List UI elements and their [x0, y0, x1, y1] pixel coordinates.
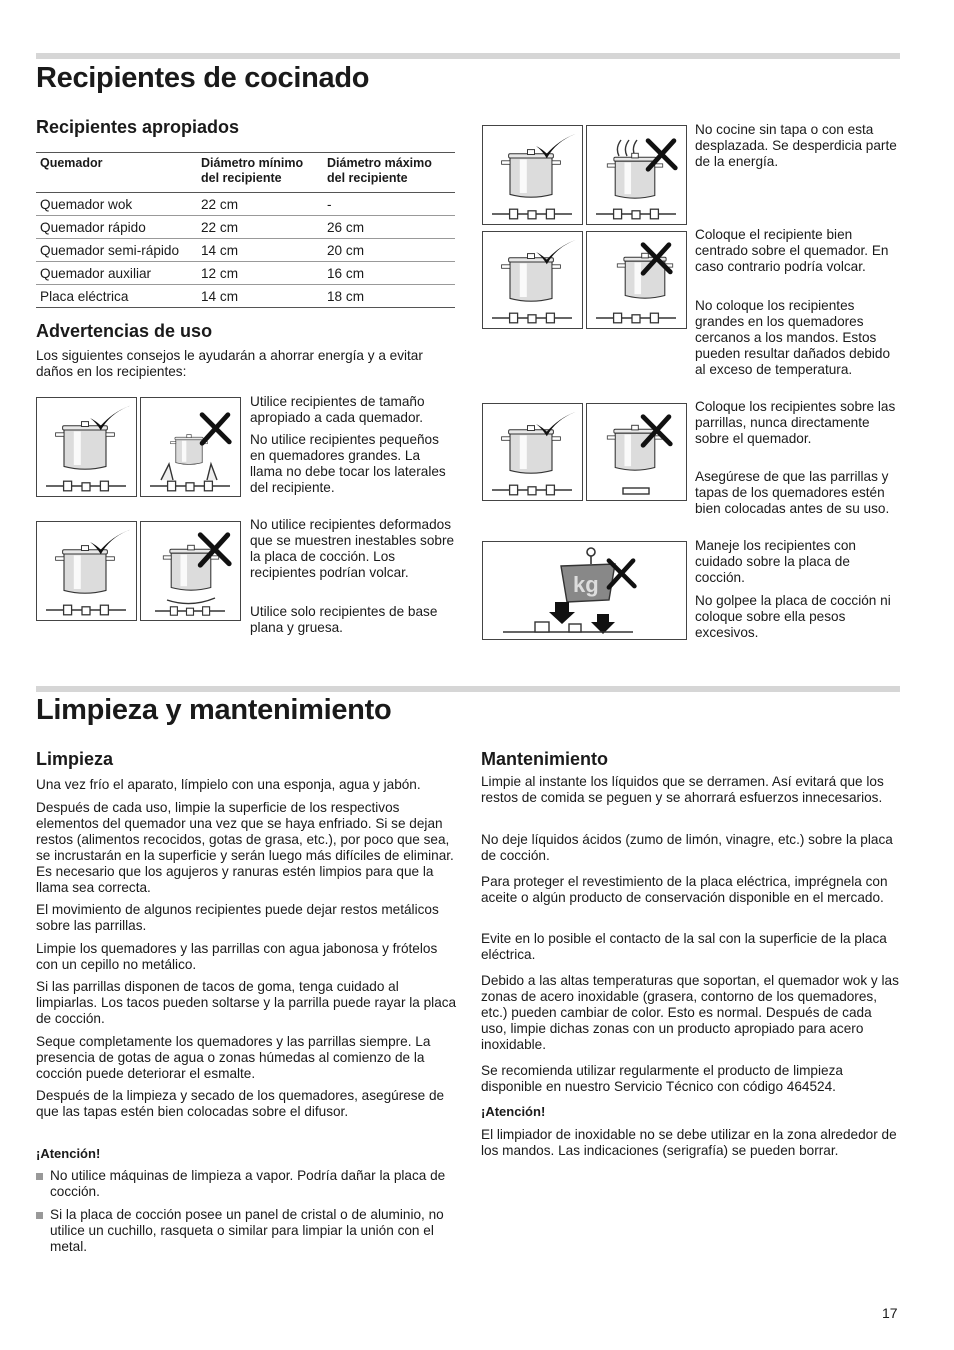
- limpieza-attention: ¡Atención!: [36, 1146, 101, 1161]
- subheading-recipientes-apropiados: Recipientes apropiados: [36, 117, 240, 137]
- illustration-pot-without-lid: [586, 125, 687, 225]
- limpieza-bullet: [36, 1168, 456, 1202]
- limpieza-paragraph: Si las parrillas disponen de tacos de goma, tenga cuidado al limpiarlas. Los tacos pueden soltarse y la parrilla puede rayar la placa de cocción.: [36, 979, 457, 1026]
- table-cell: Quemador semi-rápido: [36, 239, 197, 262]
- table-cell: 12 cm: [197, 262, 323, 285]
- illustration-stable-pot: [36, 521, 137, 621]
- table-row: [36, 262, 455, 285]
- kg-label: kg: [573, 572, 599, 597]
- subheading-limpieza: Limpieza: [36, 749, 114, 769]
- tip-right: Asegúrese de que las parrillas y tapas de los quemadores estén bien colocadas antes de su uso.: [695, 469, 890, 516]
- tip-left: No utilice recipientes deformados que se muestren inestables sobre la placa de cocción. Los recipientes podrían volcar.: [250, 517, 455, 580]
- bullet-text: Si la placa de cocción posee un panel de cristal o de aluminio, no utilice un cuchillo, rasqueta o similar para limpiar la unión con el metal.: [50, 1207, 444, 1254]
- section-title-recipientes: Recipientes de cocinado: [36, 62, 370, 94]
- mantenimiento-attention: ¡Atención!: [481, 1104, 546, 1119]
- limpieza-paragraph: Seque completamente los quemadores y las parrillas siempre. La presencia de gotas de agua o zonas húmedas al comienzo de la cocción puede deteriorar el esmalte.: [36, 1034, 431, 1081]
- table-cell: 26 cm: [323, 216, 455, 239]
- table-cell: 14 cm: [197, 285, 323, 308]
- mantenimiento-paragraph: Para proteger el revestimiento de la placa eléctrica, imprégnela con aceite o algún producto de conservación disponible en el mercado.: [481, 874, 888, 905]
- limpieza-paragraph: El movimiento de algunos recipientes puede dejar restos metálicos sobre las parrillas.: [36, 902, 439, 933]
- limpieza-bullet: [36, 1207, 456, 1257]
- table-header: Diámetro mínimo del recipiente: [197, 153, 323, 193]
- burner-size-table: [36, 152, 455, 308]
- illustration-pot-on-grate: [482, 403, 583, 501]
- limpieza-paragraph: Después de la limpieza y secado de los quemadores, asegúrese de que las tapas estén bien colocadas sobre el difusor.: [36, 1088, 445, 1119]
- table-cell: Quemador rápido: [36, 216, 197, 239]
- table-cell: 14 cm: [197, 239, 323, 262]
- bullet-square-icon: [36, 1173, 43, 1180]
- tip-right: Coloque el recipiente bien centrado sobre el quemador. En caso contrario podría volcar.: [695, 227, 889, 274]
- table-header: Quemador: [36, 153, 197, 193]
- illustration-deformed-pot: [140, 521, 241, 621]
- subheading-mantenimiento: Mantenimiento: [481, 749, 609, 769]
- tip-right: Maneje los recipientes con cuidado sobre la placa de cocción.: [695, 538, 856, 585]
- table-row: [36, 193, 455, 216]
- limpieza-paragraph: Limpie los quemadores y las parrillas con agua jabonosa y frótelos con un cepillo no metálico.: [36, 941, 438, 972]
- illustration-off-center-pot: [586, 231, 687, 329]
- limpieza-paragraph: Después de cada uso, limpie la superficie de los respectivos elementos del quemador una vez que se haya enfriado. Si se dejan restos (alimentos recocidos, gotas de grasa, etc.), por poco que sea, se incrustarán en la superficie y serán luego más difíciles de eliminar. Es necesario que los agujeros y ranuras estén limpios para que la llama sea correcta.: [36, 800, 454, 895]
- section-title-limpieza: Limpieza y mantenimiento: [36, 694, 392, 726]
- page-number: 17: [882, 1305, 898, 1321]
- subheading-advertencias: Advertencias de uso: [36, 321, 213, 341]
- table-cell: 18 cm: [323, 285, 455, 308]
- mantenimiento-paragraph: Limpie al instante los líquidos que se derramen. Así evitará que los restos de comida se peguen y se ahorrará esfuerzos innecesarios.: [481, 774, 884, 805]
- table-cell: 16 cm: [323, 262, 455, 285]
- section-divider-limpieza: [36, 686, 900, 692]
- tip-right: No cocine sin tapa o con esta desplazada. Se desperdicia parte de la energía.: [695, 122, 897, 169]
- table-row: [36, 216, 455, 239]
- mantenimiento-paragraph: Evite en lo posible el contacto de la sal con la superficie de la placa eléctrica.: [481, 931, 887, 962]
- mantenimiento-paragraph: No deje líquidos ácidos (zumo de limón, vinagre, etc.) sobre la placa de cocción.: [481, 832, 893, 863]
- tip-right: Coloque los recipientes sobre las parrillas, nunca directamente sobre el quemador.: [695, 399, 896, 446]
- table-row: [36, 239, 455, 262]
- illustration-centered-pot: [482, 231, 583, 329]
- mantenimiento-warning: El limpiador de inoxidable no se debe utilizar en la zona alrededor de los mandos. Las indicaciones (serigrafía) se pueden borrar.: [481, 1127, 897, 1158]
- table-cell: -: [323, 193, 455, 216]
- bullet-text: No utilice máquinas de limpieza a vapor. Podría dañar la placa de cocción.: [50, 1168, 446, 1199]
- table-header: Diámetro máximo del recipiente: [323, 153, 455, 193]
- illustration-correct-size-pot: [36, 397, 137, 497]
- mantenimiento-paragraph: Debido a las altas temperaturas que soportan, el quemador wok y las zonas de acero inoxidable (grasera, contorno de los quemadores, etc.) pueden cambiar de color. Esto es normal. Después de cada uso, limpie dichas zonas con un producto apropiado para acero inoxidable.: [481, 973, 899, 1052]
- table-cell: 22 cm: [197, 216, 323, 239]
- illustration-pot-with-lid: [482, 125, 583, 225]
- tip-right: No golpee la placa de cocción ni coloque sobre ella pesos excesivos.: [695, 593, 891, 640]
- illustration-pot-on-burner: [586, 403, 687, 501]
- advertencias-intro: Los siguientes consejos le ayudarán a ahorrar energía y a evitar daños en los recipientes:: [36, 348, 423, 379]
- bullet-square-icon: [36, 1212, 43, 1219]
- table-cell: 20 cm: [323, 239, 455, 262]
- mantenimiento-paragraph: Se recomienda utilizar regularmente el producto de limpieza disponible en nuestro Servicio Técnico con código 464524.: [481, 1063, 843, 1094]
- limpieza-paragraph: Una vez frío el aparato, límpielo con una esponja, agua y jabón.: [36, 777, 421, 792]
- table-cell: Placa eléctrica: [36, 285, 197, 308]
- table-header-row: [36, 153, 455, 193]
- tip-left: Utilice recipientes de tamaño apropiado a cada quemador.: [250, 394, 425, 425]
- table-cell: 22 cm: [197, 193, 323, 216]
- tip-left: No utilice recipientes pequeños en quemadores grandes. La llama no debe tocar los laterales del recipiente.: [250, 432, 446, 495]
- table-cell: Quemador wok: [36, 193, 197, 216]
- illustration-heavy-weight: [482, 541, 687, 640]
- table-cell: Quemador auxiliar: [36, 262, 197, 285]
- table-row: [36, 285, 455, 308]
- tip-right: No coloque los recipientes grandes en los quemadores cercanos a los mandos. Estos pueden resultar dañados debido al exceso de temperatura.: [695, 298, 890, 377]
- section-divider-top: [36, 53, 900, 59]
- tip-left: Utilice solo recipientes de base plana y gruesa.: [250, 604, 438, 635]
- illustration-small-pot-wrong: [140, 397, 241, 497]
